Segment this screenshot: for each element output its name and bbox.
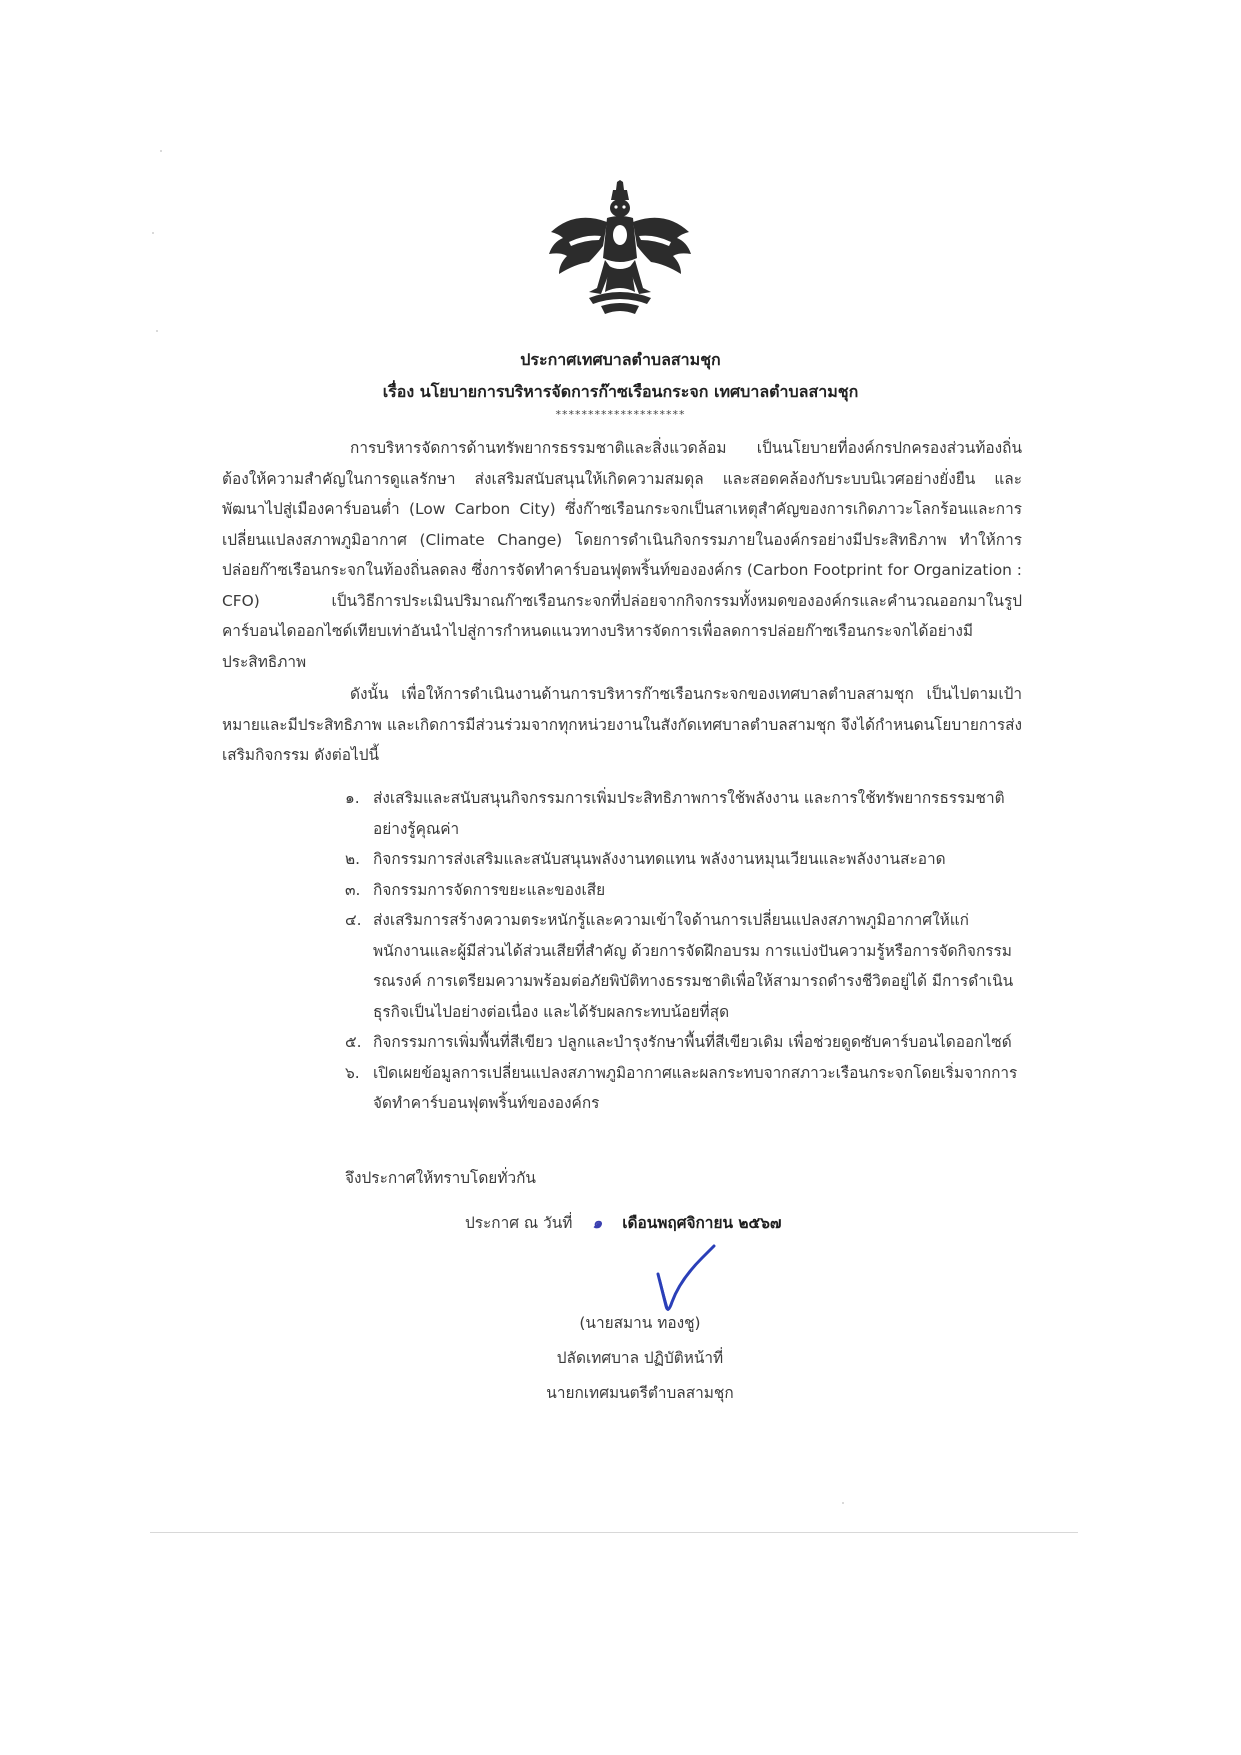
- signature-icon: [640, 1240, 730, 1320]
- announcement-title: ประกาศเทศบาลตำบลสามชุก: [520, 350, 721, 369]
- list-item-text: ส่งเสริมการสร้างความตระหนักรู้และความเข้าใจด้านการเปลี่ยนแปลงสภาพภูมิอากาศให้แก่พนักงานและผู้มีส่วนได้ส่วนเสียที่สำคัญ ด้วยการจัดฝึกอบรม การแบ่งปันความรู้หรือการจัดกิจกรรมรณรงค์ การเตรียมความพร้อมต่อภัยพิบัติทางธรรมชาติเพื่อให้สามารถดำรงชีวิตอยู่ได้ มีการดำเนินธุรกิจเป็นไปอย่างต่อเนื่อง และได้รับผลกระทบน้อยที่สุด: [373, 911, 1014, 1021]
- list-item-text: กิจกรรมการส่งเสริมและสนับสนุนพลังงานทดแทน พลังงานหมุนเวียนและพลังงานสะอาด: [373, 850, 946, 868]
- paragraph-intro: การบริหารจัดการด้านทรัพยากรธรรมชาติและสิ่งแวดล้อม เป็นนโยบายที่องค์กรปกครองส่วนท้องถิ่นต้องให้ความสำคัญในการดูแลรักษา ส่งเสริมสนับสนุนให้เกิดความสมดุล และสอดคล้องกับระบบนิเวศอย่างยั่งยืน และพัฒนาไปสู่เมืองคาร์บอนต่ำ (Low Carbon City) ซึ่งก๊าซเรือนกระจกเป็นสาเหตุสำคัญของการเกิดภาวะโลกร้อนและการเปลี่ยนแปลงสภาพภูมิอากาศ (Climate Change) โดยการดำเนินกิจกรรมภายในองค์กรอย่างมีประสิทธิภาพ ทำให้การปล่อยก๊าซเรือนกระจกในท้องถิ่นลดลง ซึ่งการจัดทำคาร์บอนฟุตพริ้นท์ขององค์กร (Carbon Footprint for Organization : CFO) เป็นวิธีการประเมินปริมาณก๊าซเรือนกระจกที่ปล่อยจากกิจกรรมทั้งหมดขององค์กรและคำนวณออกมาในรูปคาร์บอนไดออกไซด์เทียบเท่าอันนำไปสู่การกำหนดแนวทางบริหารจัดการเพื่อลดการปล่อยก๊าซเรือนกระจกได้อย่างมีประสิทธิภาพ: [222, 439, 1022, 671]
- list-item: [345, 905, 1025, 1027]
- announcement-subject: เรื่อง นโยบายการบริหารจัดการก๊าซเรือนกระจก เทศบาลตำบลสามชุก: [382, 382, 859, 401]
- list-item-text: เปิดเผยข้อมูลการเปลี่ยนแปลงสภาพภูมิอากาศและผลกระทบจากสภาวะเรือนกระจกโดยเริ่มจากการจัดทำคาร์บอนฟุตพริ้นท์ขององค์กร: [373, 1063, 1018, 1112]
- list-item: [345, 783, 1025, 844]
- list-item-number: ๒.: [345, 850, 361, 868]
- signatory-name: (นายสมาน ทองชู): [579, 1314, 701, 1332]
- list-item-number: ๑.: [345, 789, 360, 807]
- list-item: [345, 1027, 1025, 1058]
- closing-statement: จึงประกาศให้ทราบโดยทั่วกัน: [345, 1169, 536, 1187]
- page-bottom-divider: [150, 1532, 1078, 1533]
- list-item: [345, 875, 1025, 906]
- date-prefix: ประกาศ ณ วันที่: [465, 1214, 573, 1232]
- signatory-position: ปลัดเทศบาล ปฏิบัติหน้าที่: [556, 1349, 724, 1367]
- scan-speck: [152, 232, 154, 234]
- list-item-text: กิจกรรมการเพิ่มพื้นที่สีเขียว ปลูกและบำรุงรักษาพื้นที่สีเขียวเดิม เพื่อช่วยดูดซับคาร์บอนไดออกไซด์: [373, 1033, 1012, 1051]
- scan-speck: [160, 150, 162, 152]
- list-item-text: ส่งเสริมและสนับสนุนกิจกรรมการเพิ่มประสิทธิภาพการใช้พลังงาน และการใช้ทรัพยากรธรรมชาติอย่างรู้คุณค่า: [373, 789, 1005, 838]
- policy-list: [345, 783, 1025, 1119]
- date-day: ๑: [592, 1214, 603, 1232]
- list-item: [345, 1058, 1025, 1119]
- list-item-number: ๔.: [345, 911, 362, 929]
- list-item-text: กิจกรรมการจัดการขยะและของเสีย: [373, 880, 606, 899]
- list-item-number: ๖.: [345, 1063, 360, 1082]
- scan-speck: [842, 1502, 844, 1504]
- paragraph-purpose: ดังนั้น เพื่อให้การดำเนินงานด้านการบริหารก๊าซเรือนกระจกของเทศบาลตำบลสามชุก เป็นไปตามเป้าหมายและมีประสิทธิภาพ และเกิดการมีส่วนร่วมจากทุกหน่วยงานในสังกัดเทศบาลตำบลสามชุก จึงได้กำหนดนโยบายการส่งเสริมกิจกรรม ดังต่อไปนี้: [222, 685, 1022, 764]
- scan-speck: [156, 330, 158, 332]
- list-item: [345, 844, 1025, 875]
- announcement-date: [465, 1210, 781, 1235]
- list-item-number: ๕.: [345, 1033, 362, 1051]
- garuda-emblem-icon: [545, 180, 695, 318]
- title-separator: ********************: [555, 408, 686, 421]
- date-month-year: เดือนพฤศจิกายน ๒๕๖๗: [622, 1214, 782, 1232]
- list-item-number: ๓.: [345, 880, 361, 899]
- signatory-acting-position: นายกเทศมนตรีตำบลสามชุก: [546, 1384, 734, 1402]
